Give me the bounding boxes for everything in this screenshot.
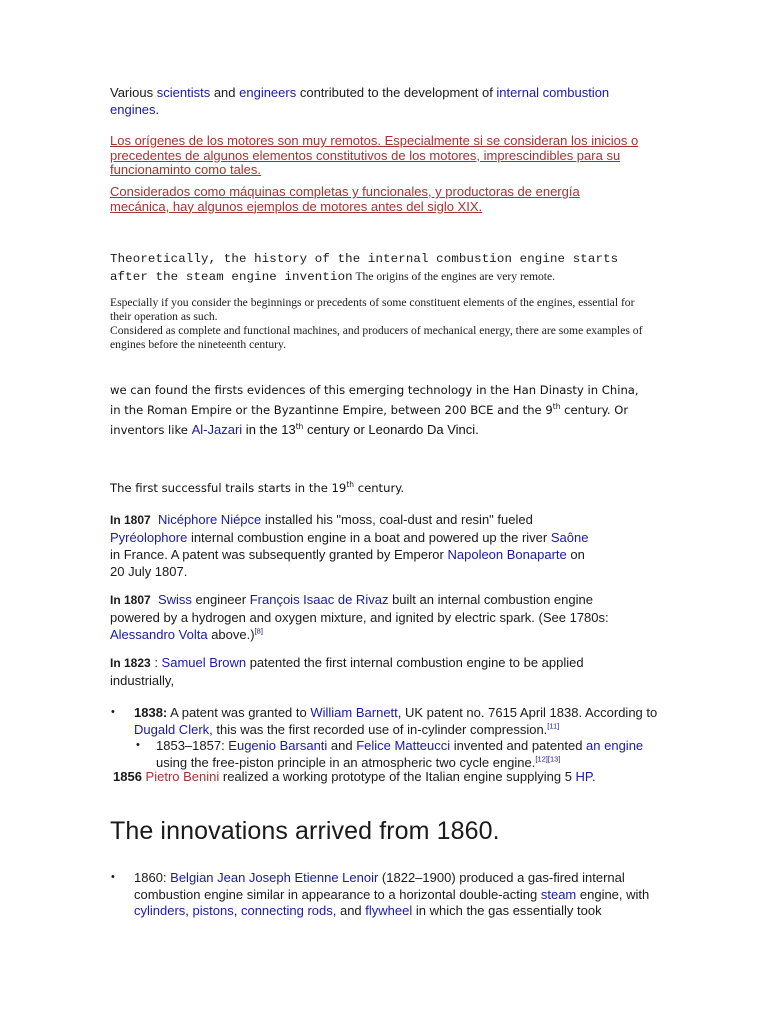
entry-1838: 1838: A patent was granted to William Barnett, UK patent no. 7615 April 1838. According to Dugald Clerk, this was the first recorded use of in-cylinder compression.[11] bbox=[134, 705, 658, 737]
serif-paragraph-1: Especially if you consider the beginnings or precedents of some constituent elements of the engines, essential for their operation as such. bbox=[110, 296, 635, 323]
link-hp[interactable]: HP bbox=[575, 769, 592, 784]
link-steam[interactable]: steam bbox=[540, 886, 577, 902]
link-dugald-clerk[interactable]: Dugald Clerk bbox=[134, 722, 210, 737]
link-internal-combustion-engines[interactable]: internal combustion engines bbox=[110, 85, 610, 117]
link-pyreolophore[interactable]: Pyréolophore bbox=[110, 530, 188, 545]
spanish-paragraph-1[interactable]: Los orígenes de los motores son muy remotos. Especialmente si se consideran los inicios o precedentes de algunos elementos constitutivos de los motores, imprescindibles para su funcionaminto como tales. bbox=[110, 133, 639, 177]
entry-1807-niepce: In 1807 Nicéphore Niépce installed his "moss, coal-dust and resin" fueled Pyréolophore internal combustion engine in a boat and powered up the river Saône in France. A patent was subsequently granted by Emperor Napoleon Bonaparte on 20 July 1807. bbox=[110, 512, 589, 579]
link-samuel-brown[interactable]: Samuel Brown bbox=[161, 655, 247, 670]
link-cylinders[interactable]: cylinders bbox=[134, 903, 186, 918]
intro-paragraph: Various scientists and engineers contributed to the development of internal combustion engines. bbox=[110, 85, 610, 117]
mono-line-1: Theoretically, the history of the internal combustion engine starts bbox=[110, 252, 619, 266]
link-pistons[interactable]: pistons bbox=[192, 903, 234, 918]
trails-heading: The first successful trails starts in the 19th century. bbox=[110, 480, 405, 495]
serif-tail: The origins of the engines are very remote. bbox=[352, 270, 556, 283]
entry-1823: In 1823 : Samuel Brown patented the first internal combustion engine to be applied industrially, bbox=[110, 655, 584, 688]
entry-1853: 1853–1857: Eugenio Barsanti and Felice Matteucci invented and patented an engine using the free-piston principle in an atmospheric two cycle engine.[12][13] bbox=[156, 738, 644, 770]
spanish-paragraph-2[interactable]: Considerados como máquinas completas y funcionales, y productoras de energía mecánica, hay algunos ejemplos de motores antes del siglo XIX. bbox=[110, 184, 580, 214]
link-barsanti[interactable]: Eugenio Barsanti bbox=[228, 738, 328, 753]
link-lenoir[interactable]: Belgian Jean Joseph Etienne Lenoir bbox=[170, 870, 379, 885]
serif-paragraph-2: Considered as complete and functional machines, and producers of mechanical energy, there are some examples of engines before the nineteenth century. bbox=[110, 324, 643, 351]
link-al-jazari[interactable]: Al-Jazari bbox=[191, 422, 243, 437]
ref-11[interactable]: [11] bbox=[547, 721, 560, 731]
link-matteucci[interactable]: Felice Matteucci bbox=[356, 738, 451, 753]
entry-1807-rivaz: In 1807 Swiss engineer François Isaac de Rivaz built an internal combustion engine powered by a hydrogen and oxygen mixture, and ignited by electric spark. (See 1780s: Alessandro Volta above.)[8] bbox=[110, 592, 609, 642]
link-volta[interactable]: Alessandro Volta bbox=[110, 627, 208, 642]
link-swiss[interactable]: Swiss bbox=[157, 592, 192, 607]
section-heading: The innovations arrived from 1860. bbox=[110, 817, 500, 845]
evidence-paragraph: we can found the firsts evidences of this emerging technology in the Han Dinasty in China, in the Roman Empire or the Byzantinne Empire, between 200 BCE and the 9th century. Or inventors like Al-Jazari in the 13th century or Leonardo Da Vinci. bbox=[110, 383, 639, 437]
link-scientists[interactable]: scientists bbox=[156, 85, 211, 100]
mono-line-2: after the steam engine invention bbox=[110, 270, 353, 284]
link-flywheel[interactable]: flywheel bbox=[365, 903, 413, 918]
mono-line-2-wrap bbox=[110, 267, 670, 285]
link-william-barnett[interactable]: William Barnett bbox=[310, 705, 398, 720]
mono-paragraph bbox=[110, 252, 670, 285]
entry-1860: 1860: Belgian Jean Joseph Etienne Lenoir (1822–1900) produced a gas-fired internal combustion engine similar in appearance to a horizontal double-acting steam engine, with cylinders, pistons, connecting rods, and flywheel in which the gas essentially took bbox=[134, 870, 650, 918]
link-napoleon[interactable]: Napoleon Bonaparte bbox=[447, 547, 567, 562]
bullet-1838: • bbox=[111, 706, 115, 718]
ref-8[interactable]: [8] bbox=[254, 626, 263, 636]
link-niepce[interactable]: Nicéphore Niépce bbox=[157, 512, 262, 527]
bullet-1853: • bbox=[136, 739, 140, 751]
link-pietro-benini[interactable]: Pietro Benini bbox=[145, 769, 220, 784]
link-connecting-rods[interactable]: connecting rods bbox=[240, 903, 333, 918]
link-engineers[interactable]: engineers bbox=[239, 85, 297, 100]
entry-1856: 1856 Pietro Benini realized a working prototype of the Italian engine supplying 5 HP. bbox=[113, 769, 596, 784]
link-rivaz[interactable]: François Isaac de Rivaz bbox=[249, 592, 389, 607]
ref-12-13[interactable]: [12][13] bbox=[535, 754, 561, 764]
bullet-1860: • bbox=[111, 871, 115, 883]
link-an-engine[interactable]: an engine bbox=[586, 738, 644, 753]
link-saone[interactable]: Saône bbox=[550, 530, 589, 545]
